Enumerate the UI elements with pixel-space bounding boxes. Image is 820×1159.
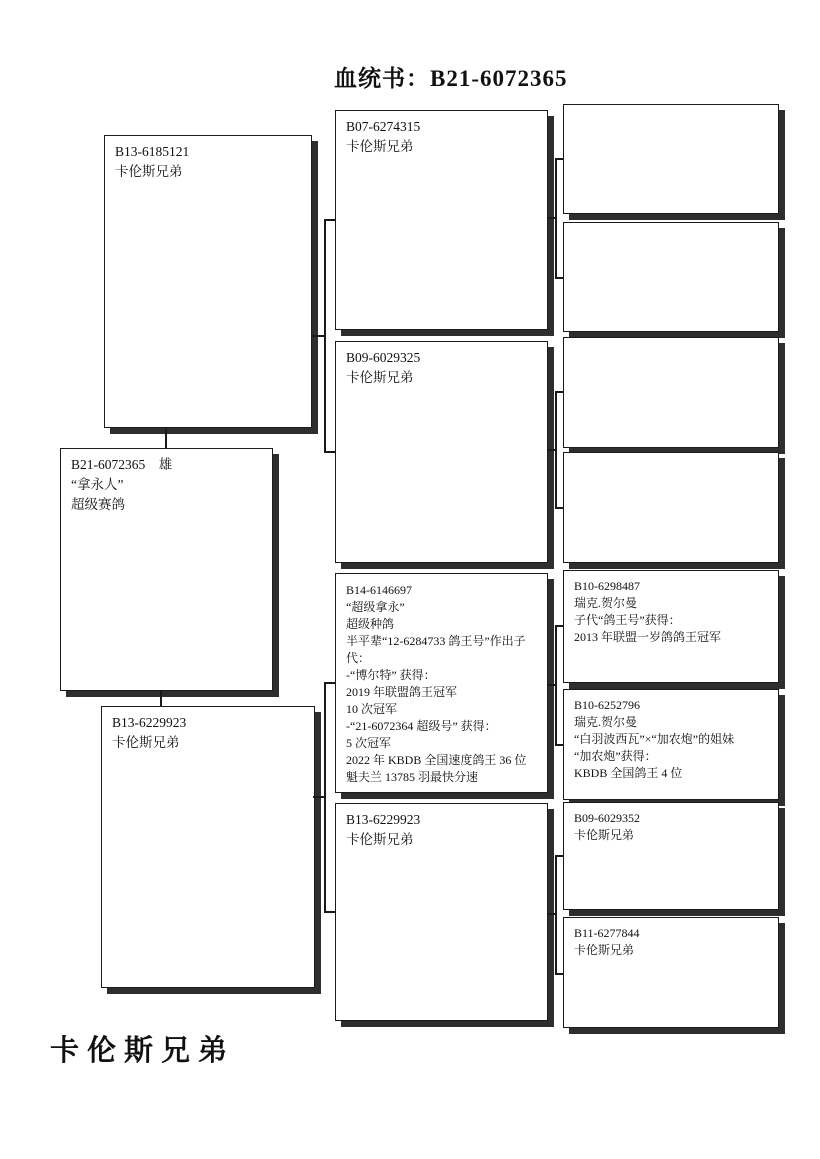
box-text-line: B09-6029325: [346, 350, 421, 365]
box-text-line: 半平辈“12-6284733 鸽王号”作出子代：: [346, 634, 526, 665]
box-text-line: KBDB 全国鸽王 4 位: [574, 766, 683, 780]
box-text-line: 魁夫兰 13785 羽最快分速: [346, 770, 479, 784]
connector-bracket-gp1-bottom-stub: [555, 277, 564, 279]
box-text-line: B10-6252796: [574, 698, 640, 712]
connector-bracket-gp1-top-stub: [555, 158, 564, 160]
box-text-line: B11-6277844: [574, 926, 640, 940]
box-text-line: “超级拿永”: [346, 600, 405, 614]
connector-bracket-dam-top-stub: [324, 682, 336, 684]
breeder-name-label: 卡伦斯兄弟: [50, 1035, 236, 1067]
connector-bracket-sire-top-stub: [324, 219, 336, 221]
pedigree-box-grandparent-2: [335, 341, 548, 563]
box-text-line: 卡伦斯兄弟: [346, 139, 414, 154]
box-text-line: 卡伦斯兄弟: [115, 164, 183, 179]
box-text-line: “拿永人”: [71, 477, 124, 492]
box-text-line: 2019 年联盟鸽王冠军: [346, 685, 458, 699]
connector-bracket-dam-link: [313, 796, 325, 798]
connector-sire-subject: [165, 428, 167, 449]
connector-bracket-gp3-bottom-stub: [555, 744, 564, 746]
box-text-line: 卡伦斯兄弟: [574, 828, 635, 842]
pedigree-box-greatgrandparent-1: [563, 104, 779, 214]
box-text-line: 卡伦斯兄弟: [112, 735, 180, 750]
box-text-line: 超级种鸽: [346, 617, 395, 631]
page-title: 血统书：B21-6072365: [334, 66, 568, 91]
pedigree-box-greatgrandparent-5: [563, 570, 779, 683]
box-text-line: B09-6029352: [574, 811, 640, 825]
pedigree-box-greatgrandparent-3: [563, 337, 779, 448]
box-text-line: 5 次冠军: [346, 736, 392, 750]
box-text-line: B14-6146697: [346, 583, 412, 597]
box-text-line: 子代“鸽王号”获得：: [574, 613, 681, 627]
connector-bracket-sire-link: [311, 335, 325, 337]
box-text-line: 卡伦斯兄弟: [346, 370, 414, 385]
pedigree-box-greatgrandparent-6: [563, 689, 779, 800]
box-text-line: 超级赛鸽: [71, 497, 125, 512]
box-text-line: 卡伦斯兄弟: [574, 943, 635, 957]
box-text-line: B13-6229923: [112, 715, 187, 730]
connector-bracket-gp2-top-stub: [555, 391, 564, 393]
connector-bracket-gp4-top-stub: [555, 855, 564, 857]
box-text-line: 10 次冠军: [346, 702, 398, 716]
pedigree-box-grandparent-1: [335, 110, 548, 330]
box-text-line: 2022 年 KBDB 全国速度鸽王 36 位: [346, 753, 527, 767]
pedigree-box-greatgrandparent-2: [563, 222, 779, 332]
connector-bracket-gp4-link: [547, 913, 556, 915]
pedigree-box-grandparent-4: [335, 803, 548, 1021]
box-text-line: B13-6185121: [115, 144, 190, 159]
connector-bracket-gp2-bottom-stub: [555, 507, 564, 509]
box-text-line: B21-6072365 雄: [71, 457, 173, 472]
pedigree-box-sire: [104, 135, 312, 428]
box-text-line: “白羽波西瓦”×“加农炮”的姐妹: [574, 732, 735, 746]
box-text-line: -“21-6072364 超级号” 获得：: [346, 719, 497, 733]
box-text-line: 卡伦斯兄弟: [346, 832, 414, 847]
connector-bracket-gp2-link: [547, 449, 556, 451]
pedigree-box-greatgrandparent-8: [563, 917, 779, 1028]
connector-subject-dam: [160, 691, 162, 707]
connector-bracket-gp1-link: [547, 217, 556, 219]
box-text-line: 瑞克.贺尔曼: [574, 596, 638, 610]
connector-bracket-gp3-top-stub: [555, 625, 564, 627]
connector-bracket-sire-bottom-stub: [324, 451, 336, 453]
box-text-line: B10-6298487: [574, 579, 640, 593]
box-text-line: 2013 年联盟一岁鸽鸽王冠军: [574, 630, 722, 644]
box-text-line: B07-6274315: [346, 119, 421, 134]
pedigree-box-grandparent-3: [335, 573, 548, 793]
pedigree-box-greatgrandparent-7: [563, 802, 779, 910]
connector-bracket-gp4-vertical: [555, 855, 557, 975]
connector-bracket-dam-bottom-stub: [324, 911, 336, 913]
box-text-line: 瑞克.贺尔曼: [574, 715, 638, 729]
pedigree-box-greatgrandparent-4: [563, 452, 779, 563]
pedigree-box-subject: [60, 448, 273, 691]
connector-bracket-gp3-link: [547, 684, 556, 686]
connector-bracket-gp4-bottom-stub: [555, 973, 564, 975]
pedigree-box-dam: [101, 706, 315, 988]
box-text-line: “加农炮”获得：: [574, 749, 657, 763]
box-text-line: B13-6229923: [346, 812, 421, 827]
box-text-line: -“博尔特” 获得：: [346, 668, 436, 682]
